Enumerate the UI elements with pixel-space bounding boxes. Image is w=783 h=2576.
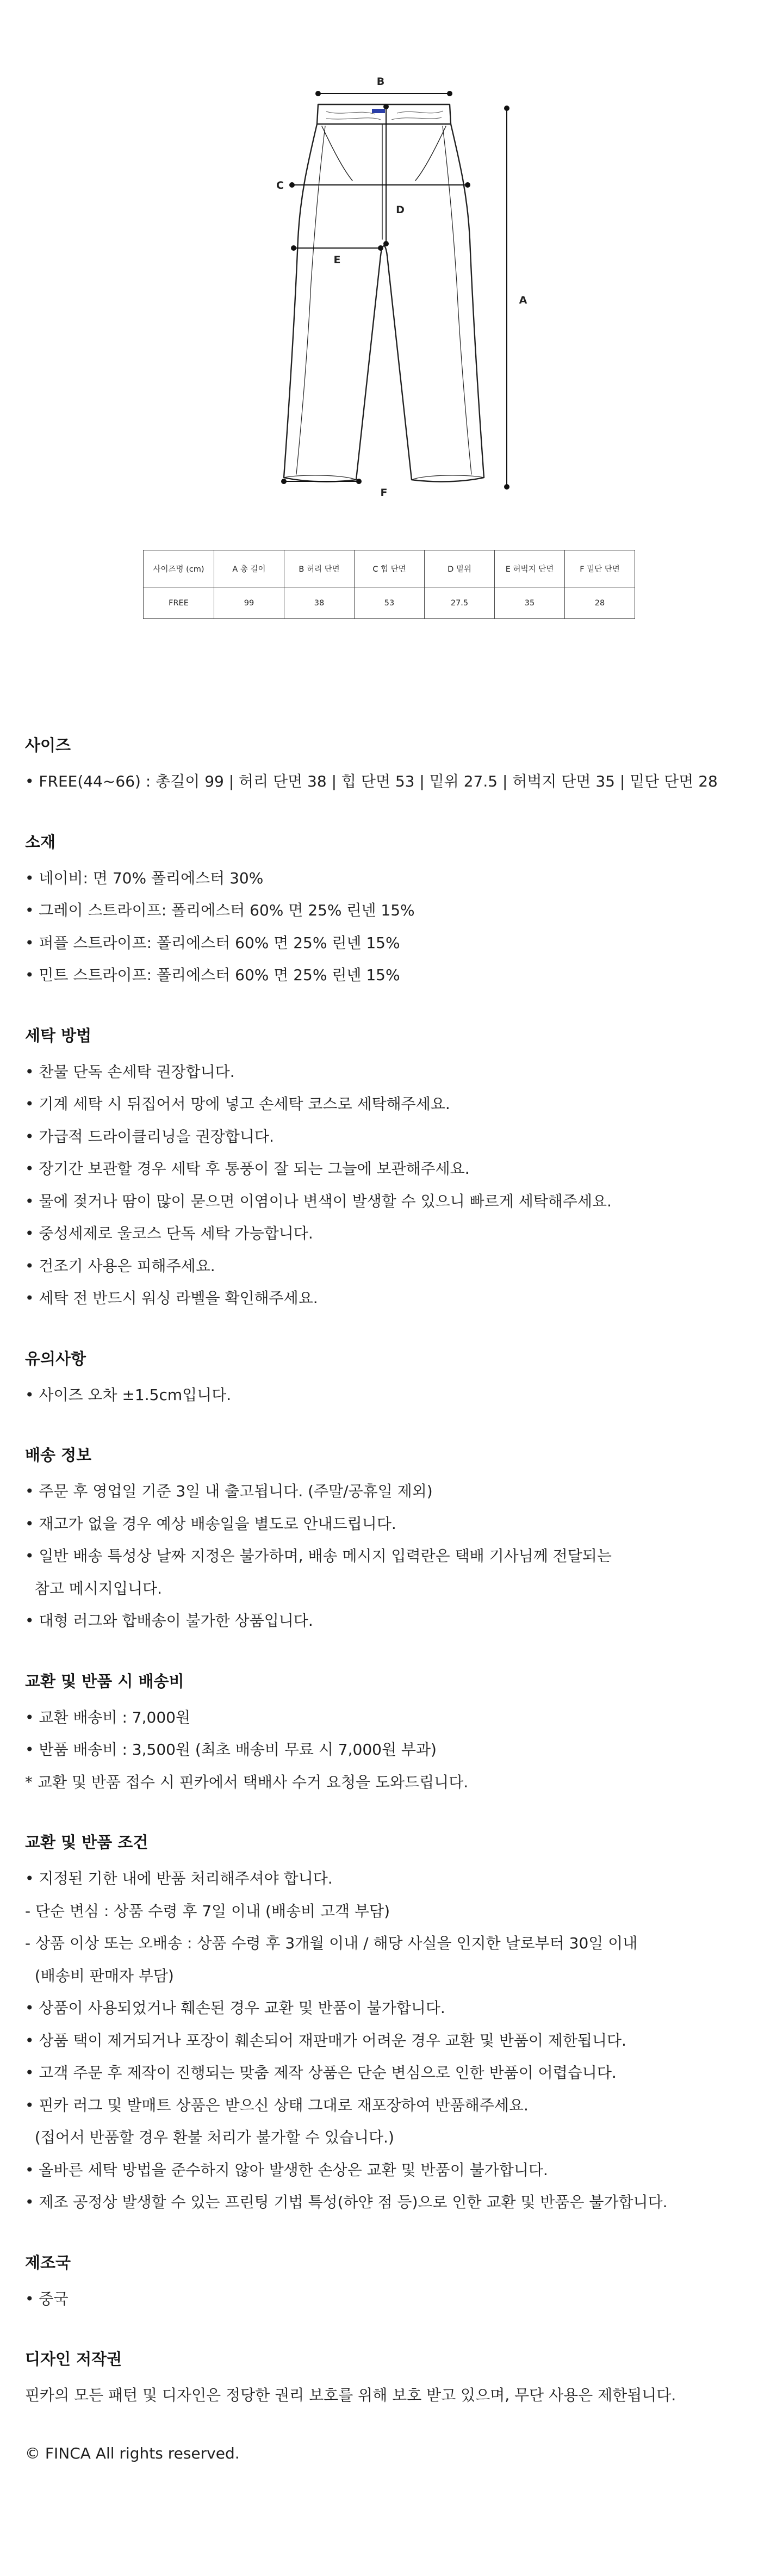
size-table-cell: 53 (355, 587, 425, 619)
list-item: • 사이즈 오차 ±1.5cm입니다. (25, 1385, 232, 1404)
list-item: • 건조기 사용은 피해주세요. (25, 1256, 215, 1275)
list-item: • 상품 택이 제거되거나 포장이 훼손되어 재판매가 어려운 경우 교환 및 반품이 제한됩니다. (25, 2031, 626, 2049)
pants-outline (284, 104, 484, 481)
section-title: 교환 및 반품 조건 (25, 1833, 148, 1852)
pants-illustration (0, 0, 783, 522)
section-washing (25, 1024, 765, 1315)
size-table-cell: 28 (565, 587, 635, 619)
dim-label-f: F (380, 487, 388, 499)
product-info (25, 733, 765, 2466)
size-table (143, 550, 635, 619)
list-item: • 퍼플 스트라이프: 폴리에스터 60% 면 25% 린넨 15% (25, 933, 400, 952)
size-table-cell: 99 (214, 587, 284, 619)
section-exchange-fee (25, 1669, 765, 1799)
list-item-continued: (배송비 판매자 부담) (25, 1966, 174, 1985)
section-title: 소재 (25, 832, 56, 851)
list-item: * 교환 및 반품 접수 시 핀카에서 택배사 수거 요청을 도와드립니다. (25, 1773, 469, 1791)
list-item-continued: (접어서 반품할 경우 환불 처리가 불가할 수 있습니다.) (25, 2128, 394, 2146)
section-size (25, 733, 765, 798)
list-item: • 상품이 사용되었거나 훼손된 경우 교환 및 반품이 불가합니다. (25, 1999, 445, 2017)
list-item: • FREE(44~66) : 총길이 99 | 허리 단면 38 | 힙 단면 53 | 밑위 27.5 | 허벅지 단면 35 | 밑단 단면 28 (25, 772, 718, 790)
section-shipping (25, 1443, 765, 1637)
list-item: • 제조 공정상 발생할 수 있는 프린팅 기법 특성(하얀 점 등)으로 인한 교환 및 반품은 불가합니다. (25, 2193, 668, 2211)
section-title: 디자인 저작권 (25, 2350, 122, 2368)
section-exchange-conditions (25, 1830, 765, 2219)
dim-label-a: A (519, 294, 527, 306)
list-item: • 장기간 보관할 경우 세탁 후 통풍이 잘 되는 그늘에 보관해주세요. (25, 1160, 470, 1178)
dim-label-d: D (396, 204, 405, 216)
list-item: • 교환 배송비 : 7,000원 (25, 1708, 190, 1726)
table-row (144, 587, 635, 619)
section-title: 세탁 방법 (25, 1026, 92, 1045)
section-notice (25, 1347, 765, 1411)
size-table-header: E 허벅지 단면 (495, 550, 565, 587)
section-title: 배송 정보 (25, 1446, 92, 1464)
list-item: • 가급적 드라이클리닝을 권장합니다. (25, 1127, 274, 1145)
section-copyright (25, 2347, 765, 2412)
list-item: • 고객 주문 후 제작이 진행되는 맞춤 제작 상품은 단순 변심으로 인한 반품이 어렵습니다. (25, 2064, 617, 2082)
size-table-header: A 총 길이 (214, 550, 284, 587)
dim-label-c: C (276, 179, 284, 191)
list-item: • 세탁 전 반드시 워싱 라벨을 확인해주세요. (25, 1289, 318, 1307)
size-table-header: D 밑위 (425, 550, 495, 587)
list-item: • 중국 (25, 2289, 69, 2308)
list-item: • 물에 젖거나 땀이 많이 묻으면 이염이나 변색이 발생할 수 있으니 빠르게 세탁해주세요. (25, 1192, 612, 1210)
section-origin (25, 2251, 765, 2315)
size-table-header-row (144, 550, 635, 587)
section-title: 교환 및 반품 시 배송비 (25, 1671, 184, 1691)
size-table-header: B 허리 단면 (284, 550, 355, 587)
list-item: • 일반 배송 특성상 날짜 지정은 불가하며, 배송 메시지 입력란은 택배 기사님께 전달되는 (25, 1547, 612, 1565)
waistband-tag (372, 109, 385, 113)
list-item: • 그레이 스트라이프: 폴리에스터 60% 면 25% 린넨 15% (25, 901, 415, 919)
list-item: • 지정된 기한 내에 반품 처리해주셔야 합니다. (25, 1869, 333, 1887)
size-table-cell: 27.5 (425, 587, 495, 619)
footer-copyright: © FINCA All rights reserved. (25, 2444, 240, 2462)
list-item: - 단순 변심 : 상품 수령 후 7일 이내 (배송비 고객 부담) (25, 1902, 390, 1920)
measurement-lines (282, 91, 509, 489)
section-material (25, 830, 765, 992)
size-table-cell: 38 (284, 587, 355, 619)
list-item: • 대형 러그와 합배송이 불가한 상품입니다. (25, 1612, 313, 1630)
size-table-cell: FREE (144, 587, 214, 619)
section-title: 사이즈 (25, 736, 71, 754)
list-item: • 네이비: 면 70% 폴리에스터 30% (25, 869, 264, 887)
list-item: • 반품 배송비 : 3,500원 (최초 배송비 무료 시 7,000원 부과) (25, 1741, 437, 1758)
list-item: • 기계 세탁 시 뒤집어서 망에 넣고 손세탁 코스로 세탁해주세요. (25, 1095, 450, 1113)
list-item: • 중성세제로 울코스 단독 세탁 가능합니다. (25, 1224, 313, 1242)
section-title: 유의사항 (25, 1349, 86, 1368)
list-item-continued: 참고 메시지입니다. (25, 1579, 162, 1597)
list-item: • 민트 스트라이프: 폴리에스터 60% 면 25% 린넨 15% (25, 966, 400, 984)
size-table-header: F 밑단 단면 (565, 550, 635, 587)
list-item: • 주문 후 영업일 기준 3일 내 출고됩니다. (주말/공휴일 제외) (25, 1482, 433, 1500)
dim-label-e: E (333, 254, 341, 266)
list-item: - 상품 이상 또는 오배송 : 상품 수령 후 3개월 이내 / 해당 사실을 인지한 날로부터 30일 이내 (25, 1934, 638, 1952)
list-item: • 올바른 세탁 방법을 준수하지 않아 발생한 손상은 교환 및 반품이 불가합니다. (25, 2160, 548, 2179)
list-item: • 재고가 없을 경우 예상 배송일을 별도로 안내드립니다. (25, 1514, 396, 1533)
size-table-header: C 힙 단면 (355, 550, 425, 587)
section-title: 제조국 (25, 2253, 71, 2272)
size-table-cell: 35 (495, 587, 565, 619)
list-item: • 핀카 러그 및 발매트 상품은 받으신 상태 그대로 재포장하여 반품해주세요. (25, 2096, 529, 2114)
list-item: • 찬물 단독 손세탁 권장합니다. (25, 1062, 235, 1081)
size-table-header: 사이즈명 (cm) (144, 550, 214, 587)
copyright-notice: 핀카의 모든 패턴 및 디자인은 정당한 권리 보호를 위해 보호 받고 있으며, 무단 사용은 제한됩니다. (25, 2386, 676, 2404)
size-diagram (0, 0, 783, 522)
dim-label-b: B (376, 76, 385, 88)
